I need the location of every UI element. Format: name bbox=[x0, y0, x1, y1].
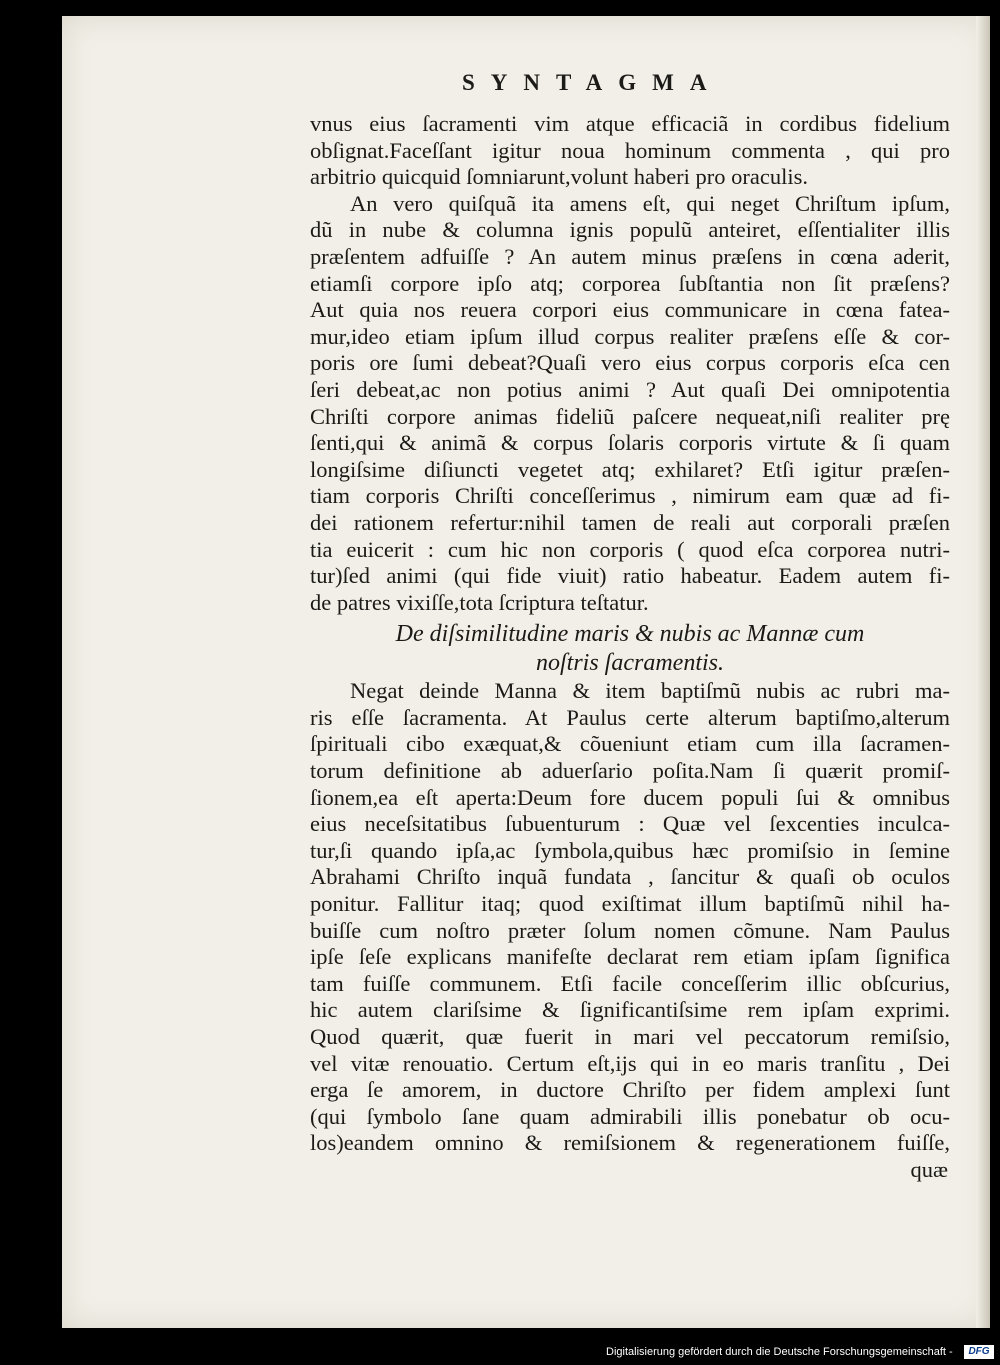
text-block bbox=[310, 111, 950, 1184]
text-line: ſionem,ea eſt aperta:Deum fore ducem populi ſui & omnibus bbox=[310, 784, 950, 810]
text-line: mur,ideo etiam ipſum illud corpus realiter præſens eſſe & cor- bbox=[310, 323, 950, 349]
digitization-credit: Digitalisierung gefördert durch die Deutsche Forschungsgemeinschaft - bbox=[606, 1346, 953, 1358]
text-line: hic autem clariſsime & ſignificantiſsime rem ipſam exprimi. bbox=[310, 997, 950, 1023]
section-heading-line: noſtris ſacramentis. bbox=[535, 650, 724, 677]
text-line: los)eandem omnino & remiſsionem & regenerationem fuiſſe, bbox=[310, 1130, 950, 1156]
text-line: tur,ſi quando ipſa,ac ſymbola,quibus hæc promiſsio in ſemine bbox=[310, 837, 950, 863]
text-line: poris ore ſumi debeat?Quaſi vero eius corpus corporis eſca cen bbox=[310, 350, 950, 376]
text-line: tur)ſed animi (qui fide viuit) ratio habeatur. Eadem autem fi- bbox=[310, 563, 950, 589]
text-line: Negat deinde Manna & item baptiſmũ nubis ac rubri ma- bbox=[350, 678, 950, 704]
text-line: etiamſi corpore ipſo atq; corporea ſubſtantia non ſit præſens? bbox=[310, 270, 950, 296]
dfg-logo: DFG bbox=[964, 1345, 994, 1359]
text-line: ſenti,qui & animã & corpus ſolaris corporis virtute & ſi quam bbox=[310, 430, 950, 456]
text-line: eius neceſsitatibus ſubuenturum : Quæ vel ſexcenties inculca- bbox=[310, 811, 950, 837]
text-line: erga ſe amorem, in ductore Chriſto per fidem amplexi ſunt bbox=[310, 1077, 950, 1103]
text-line: præſentem adfuiſſe ? An autem minus præſens in cœna aderit, bbox=[310, 243, 950, 269]
text-line: ris eſſe ſacramenta. At Paulus certe alterum baptiſmo,alterum bbox=[310, 704, 950, 730]
text-line: ipſe ſeſe explicans manifeſte declarat rem etiam ipſam ſignifica bbox=[310, 944, 950, 970]
page-edge bbox=[976, 16, 990, 1328]
text-line: dũ in nube & columna ignis populũ anteiret, eſſentialiter illis bbox=[310, 217, 950, 243]
text-line: arbitrio quicquid ſomniarunt,volunt haberi pro oraculis. bbox=[310, 164, 809, 190]
text-line: Quod quærit, quæ fuerit in mari vel peccatorum remiſsio, bbox=[310, 1024, 950, 1049]
text-line: dei rationem refertur:nihil tamen de reali aut corporali præſen bbox=[310, 509, 950, 535]
text-line: buiſſe cum noſtro præter ſolum nomen cõmune. Nam Paulus bbox=[310, 917, 950, 943]
text-line: de patres vixiſſe,tota ſcriptura teſtatur. bbox=[310, 589, 649, 615]
text-line: Chriſti corpore animas fideliũ paſcere nequeat,niſi realiter prę bbox=[310, 403, 950, 429]
running-head: SYNTAGMA bbox=[462, 70, 723, 95]
text-line: vel vitæ renouatio. Certum eſt,ijs qui in eo maris tranſitu , Dei bbox=[310, 1050, 950, 1076]
section-heading-line: De diſsimilitudine maris & nubis ac Mannæ cum bbox=[395, 621, 865, 648]
text-line: tam fuiſſe communem. Etſi facile conceſſerim illic obſcurius, bbox=[310, 970, 950, 996]
catchword: quæ bbox=[910, 1156, 948, 1182]
text-line: ponitur. Fallitur itaq; quod exiſtimat illum baptiſmũ nihil ha- bbox=[310, 891, 950, 917]
text-line: vnus eius ſacramenti vim atque efficaciã in cordibus fidelium bbox=[310, 111, 950, 136]
text-line: tia euicerit : cum hic non corporis ( quod eſca corporea nutri- bbox=[310, 536, 950, 562]
text-line: obſignat.Faceſſant igitur noua hominum commenta , qui pro bbox=[310, 137, 950, 163]
text-line: longiſsime diſiuncti vegetet atq; exhilaret? Etſi igitur præſen- bbox=[310, 456, 950, 482]
text-line: torum definitione ab aduerſario poſita.Nam ſi quærit promiſ- bbox=[310, 758, 950, 784]
text-line: ſpirituali cibo exæquat,& cõueniunt etiam cum illa ſacramen- bbox=[310, 731, 950, 757]
text-line: An vero quiſquã ita amens eſt, qui neget Chriſtum ipſum, bbox=[350, 190, 950, 216]
text-line: (qui ſymbolo ſane quam admirabili illis ponebatur ob ocu- bbox=[310, 1103, 950, 1129]
text-line: tiam corporis Chriſti conceſſerimus , nimirum eam quæ ad fi- bbox=[310, 483, 950, 509]
text-line: ſeri debeat,ac non potius animi ? Aut quaſi Dei omnipotentia bbox=[310, 376, 950, 402]
text-line: Abrahami Chriſto inquã fundata , ſancitur & quaſi ob oculos bbox=[310, 864, 950, 890]
text-line: Aut quia nos reuera corpori eius communicare in cœna fatea- bbox=[310, 297, 950, 323]
